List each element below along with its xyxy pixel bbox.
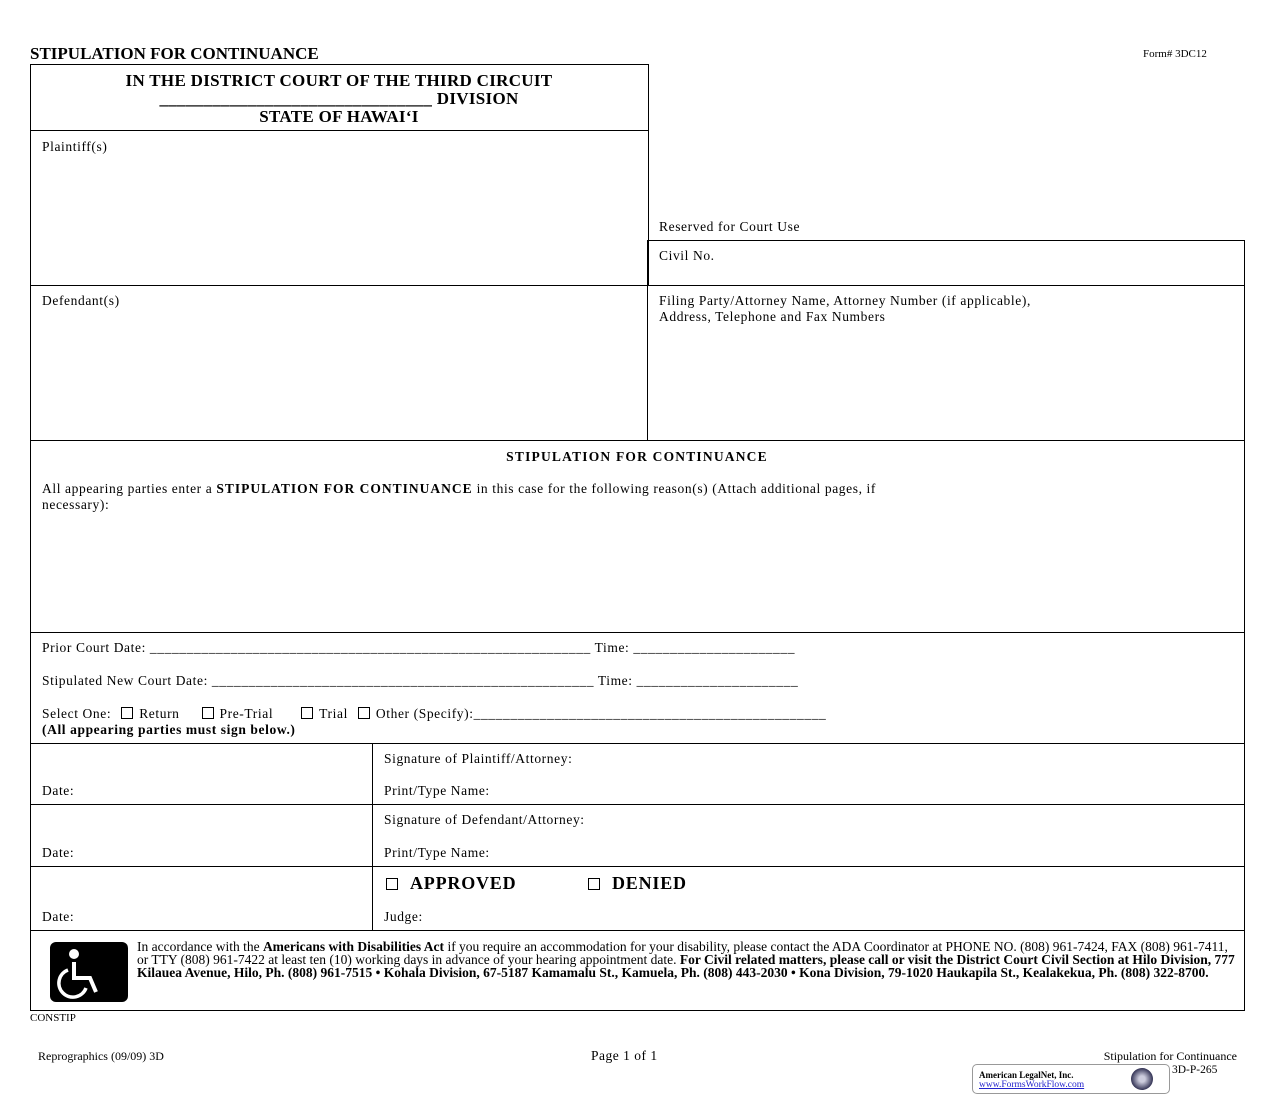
form-number: Form# 3DC12 — [1143, 48, 1207, 60]
checkbox-icon[interactable] — [202, 707, 214, 719]
ada-notice: In accordance with the Americans with Disabilities Act if you require an accommodation for your disability, please contact the ADA Coordinator at PHONE NO. (808) 961-7424, FAX (808) 961-7411, or TTY (808) 961-7422 at least ten (10) working days in advance of your hearing appointment date. For Civil related matters, please call or visit the District Court Civil Section at Hilo Division, 777 Kilauea Avenue, Hilo, Ph. (808) 961-7515 • Kohala Division, 67-5187 Kamamalu St., Kamuela, Ph. (808) 443-2030 • Kona Division, 79-1020 Haukapila St., Kealakekua, Ph. (808) 322-8700. — [137, 939, 1235, 980]
civil-no-box[interactable] — [647, 240, 1245, 286]
checkbox-icon[interactable] — [358, 707, 370, 719]
judge-label: Judge: — [384, 909, 423, 924]
plaintiff-signature-label: Signature of Plaintiff/Attorney: — [384, 751, 573, 766]
date-label-1: Date: — [42, 783, 75, 798]
option-pre-trial[interactable]: Pre-Trial — [202, 706, 274, 721]
filing-party-label-2: Address, Telephone and Fax Numbers — [659, 309, 886, 324]
checkbox-icon[interactable] — [121, 707, 133, 719]
option-other[interactable]: Other (Specify):________________________________________________ — [358, 706, 827, 721]
reason-input[interactable] — [40, 515, 1235, 627]
checkbox-icon[interactable] — [301, 707, 313, 719]
globe-icon — [1131, 1068, 1153, 1090]
option-return[interactable]: Return — [121, 706, 179, 721]
page-number: Page 1 of 1 — [591, 1048, 658, 1063]
select-one-label: Select One: — [42, 706, 112, 721]
denied-option[interactable]: DENIED — [588, 873, 687, 894]
footer-left: Reprographics (09/09) 3D — [38, 1049, 164, 1063]
section-title: STIPULATION FOR CONTINUANCE — [506, 449, 768, 464]
filing-party-label: Filing Party/Attorney Name, Attorney Number (if applicable), — [659, 293, 1031, 308]
checkbox-icon[interactable] — [588, 878, 600, 890]
option-trial[interactable]: Trial — [301, 706, 348, 721]
defendant-label: Defendant(s) — [42, 293, 120, 308]
plaintiff-print-name-label: Print/Type Name: — [384, 783, 490, 798]
footer-right: Stipulation for Continuance — [1103, 1049, 1237, 1063]
select-one-row — [42, 706, 826, 722]
approved-option[interactable]: APPROVED — [386, 873, 516, 894]
reserved-label: Reserved for Court Use — [659, 219, 801, 234]
date-label-3: Date: — [42, 909, 75, 924]
form-code: CONSTIP — [30, 1012, 76, 1024]
reason-text-2: necessary): — [42, 497, 110, 512]
checkbox-icon[interactable] — [386, 878, 398, 890]
prior-court-date-field[interactable]: Prior Court Date: ____________________________________________________________ Time: ______________________ — [42, 640, 796, 655]
form-title: STIPULATION FOR CONTINUANCE — [30, 44, 319, 63]
court-division: _______________________________ DIVISION — [159, 89, 519, 108]
defendant-print-name-label: Print/Type Name: — [384, 845, 490, 860]
civil-no-label: Civil No. — [659, 248, 715, 263]
legalnet-logo[interactable]: American LegalNet, Inc. www.FormsWorkFlow.com — [972, 1064, 1170, 1094]
wheelchair-icon — [50, 942, 128, 1002]
court-state: STATE OF HAWAI‘I — [259, 107, 419, 126]
date-label-2: Date: — [42, 845, 75, 860]
reason-text: All appearing parties enter a STIPULATION FOR CONTINUANCE in this case for the following reason(s) (Attach additional pages, if — [42, 481, 876, 496]
new-court-date-field[interactable]: Stipulated New Court Date: ____________________________________________________ Time: ______________________ — [42, 673, 799, 688]
all-sign-note: (All appearing parties must sign below.) — [42, 722, 296, 737]
defendant-signature-label: Signature of Defendant/Attorney: — [384, 812, 585, 827]
footer-code: 3D-P-265 — [1172, 1064, 1218, 1076]
court-name: IN THE DISTRICT COURT OF THE THIRD CIRCUIT — [125, 71, 553, 90]
plaintiff-label: Plaintiff(s) — [42, 139, 108, 154]
